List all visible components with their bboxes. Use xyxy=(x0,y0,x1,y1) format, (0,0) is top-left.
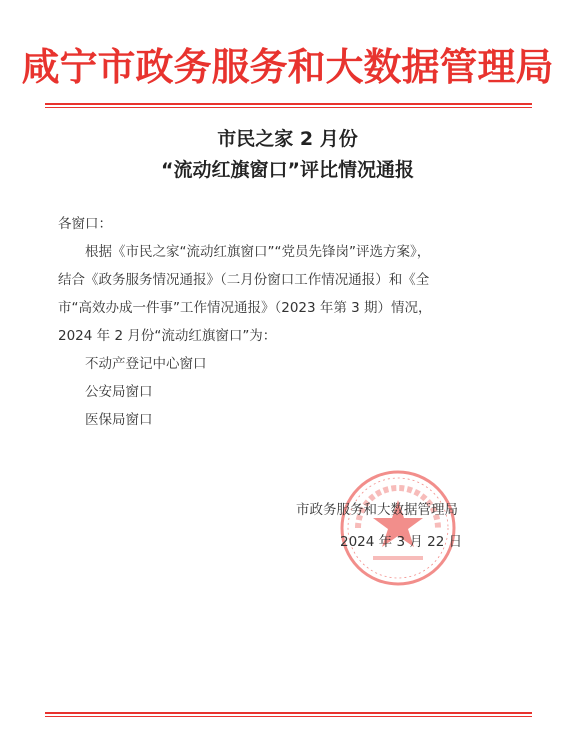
paragraph-line: 根据《市民之家“流动红旗窗口”“党员先锋岗”评选方案》， xyxy=(85,244,431,260)
footer-divider-thick xyxy=(45,712,532,714)
paragraph-line: 市“高效办成一件事”工作情况通报》（2023 年第 3 期）情况， xyxy=(58,300,432,316)
document-title-line-1: 市民之家 2 月份 xyxy=(217,128,358,150)
issuer-signature: 市政务服务和大数据管理局 xyxy=(296,502,458,518)
paragraph-line: 结合《政务服务情况通报》（二月份窗口工作情况通报）和《全 xyxy=(58,272,430,288)
winner-item: 医保局窗口 xyxy=(85,412,153,428)
winner-item: 不动产登记中心窗口 xyxy=(85,356,207,372)
paragraph-line: 2024 年 2 月份“流动红旗窗口”为： xyxy=(58,328,277,344)
organization-header: 咸宁市政务服务和大数据管理局 xyxy=(21,44,554,89)
official-seal-icon xyxy=(338,468,458,588)
winner-item: 公安局窗口 xyxy=(85,384,153,400)
header-divider-thick xyxy=(45,103,532,105)
salutation: 各窗口： xyxy=(58,216,112,232)
issue-date: 2024 年 3 月 22 日 xyxy=(340,534,463,550)
footer-divider-thin xyxy=(45,716,532,717)
document-title-line-2: “流动红旗窗口”评比情况通报 xyxy=(161,159,414,181)
header-divider-thin xyxy=(45,107,532,108)
document-body xyxy=(58,210,488,434)
